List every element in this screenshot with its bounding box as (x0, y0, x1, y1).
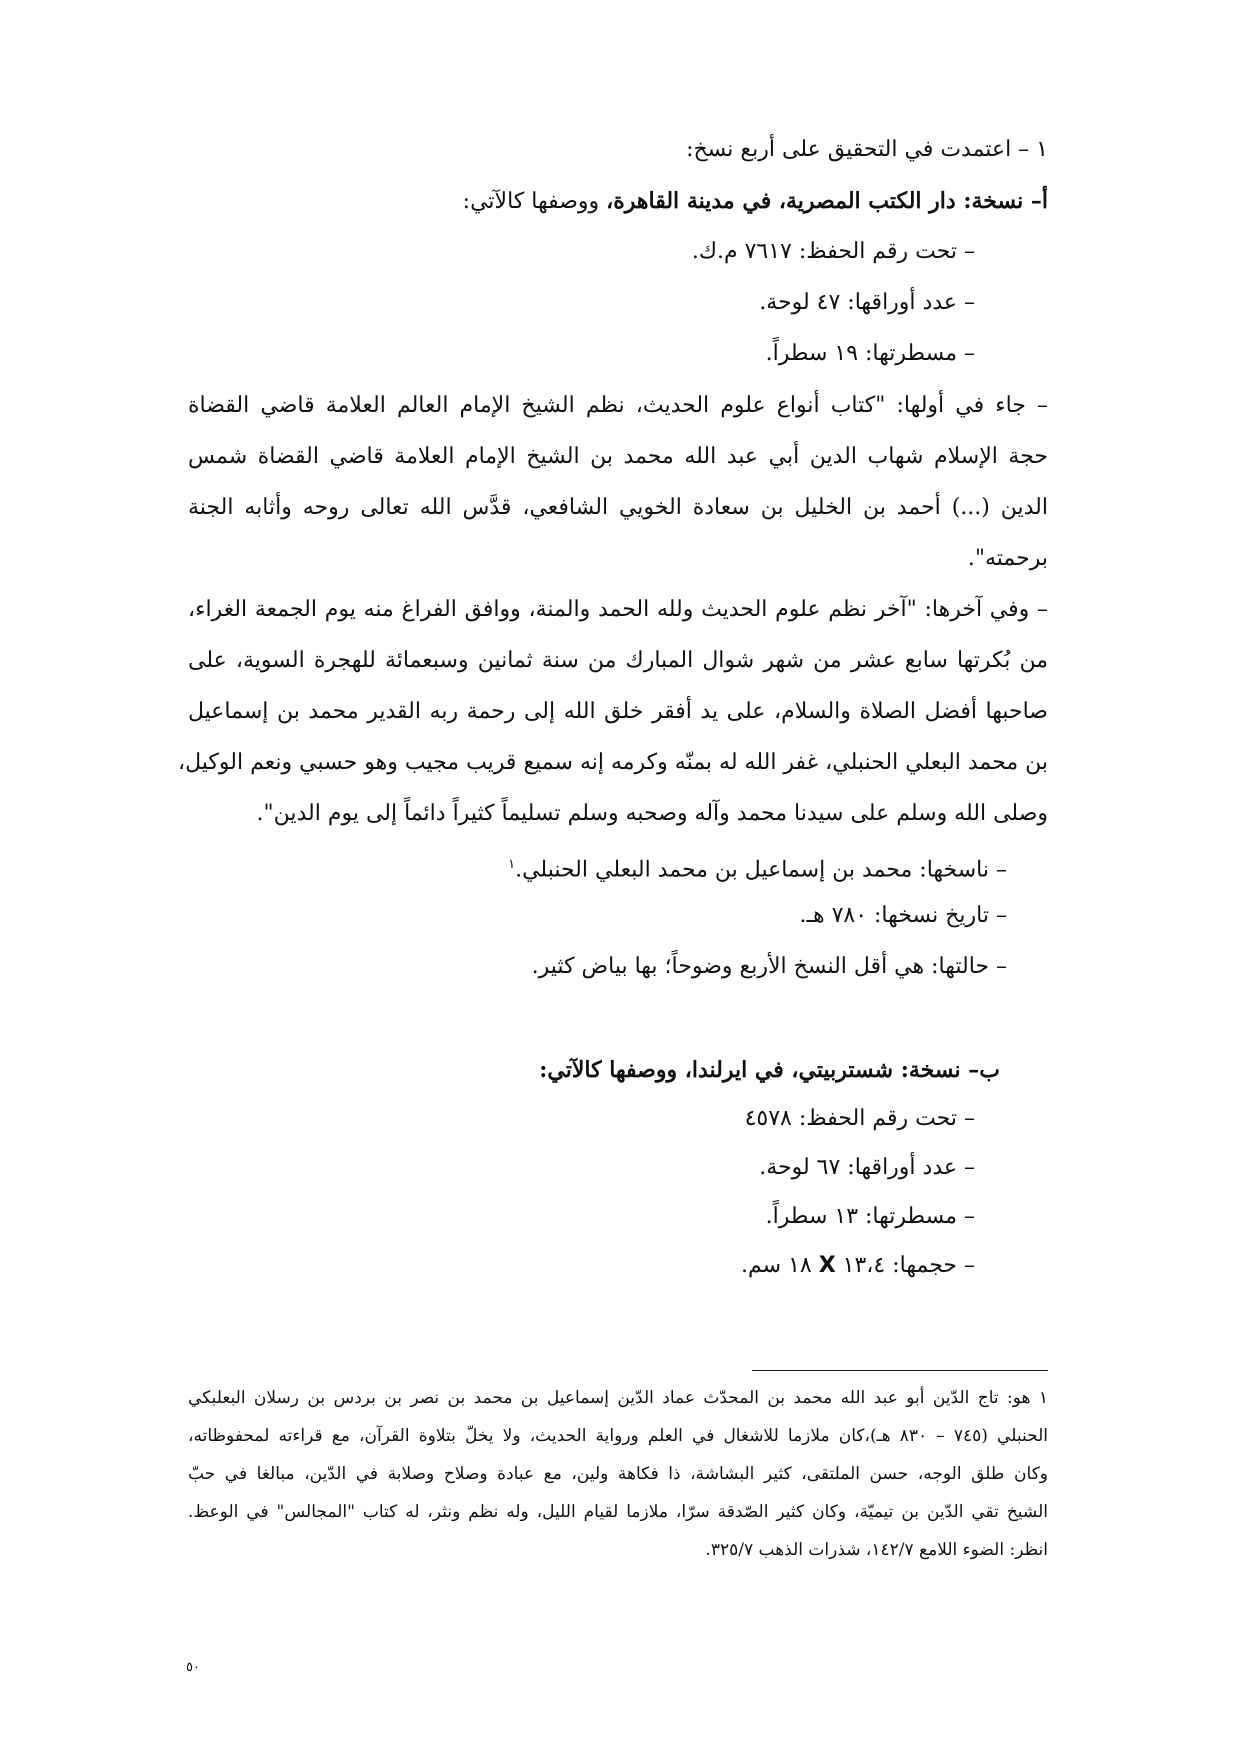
copy-b-shelfmark: – تحت رقم الحفظ: ٤٥٧٨ (744, 1106, 975, 1131)
copy-a-incipit-line: برحمته". (967, 546, 1048, 571)
copy-b-size-prefix: – حجمها: ١٣،٤ (835, 1253, 975, 1278)
copy-a-colophon-line: من بُكرتها سابع عشر من شهر شوال المبارك من سنة ثمانين وسبعمائة للهجرة السوية، على (188, 648, 1048, 673)
copy-a-colophon-line: وصلى الله وسلم على سيدنا محمد وآله وصحبه وسلم تسليماً كثيراً دائماً إلى يوم الدين". (256, 801, 1048, 826)
copy-b-folios: – عدد أوراقها: ٦٧ لوحة. (759, 1155, 975, 1180)
page-number: ٥٠ (186, 1660, 200, 1675)
copy-a-date: – تاريخ نسخها: ٧٨٠ هـ. (799, 903, 1007, 928)
copy-b-heading: ب– نسخة: شستربيتي، في ايرلندا، ووصفها كالآتي: (539, 1057, 1000, 1083)
copy-a-copyist-text: – ناسخها: محمد بن إسماعيل بن محمد البعلي الحنبلي. (515, 857, 1007, 883)
footnote-line: الشيخ تقي الدّين بن تيميّة، وكان كثير الصّدقة سرّا، ملازما لقيام الليل، وله نظم ونثر، له كتاب "المجالس" في الوعظ. (188, 1502, 1048, 1522)
footnote-reference[interactable]: ١ (508, 857, 516, 872)
copy-a-colophon-line: صاحبها أفضل الصلاة والسلام، على يد أفقر خلق الله إلى رحمة ربه القدير محمد بن إسماعيل (188, 699, 1048, 724)
copy-a-copyist (508, 849, 1007, 886)
copy-a-folios: – عدد أوراقها: ٤٧ لوحة. (759, 290, 975, 315)
copy-b-size (741, 1250, 975, 1282)
copy-a-condition: – حالتها: هي أقل النسخ الأربع وضوحاً؛ بها بياض كثير. (531, 954, 1007, 979)
copy-a-incipit-line: حجة الإسلام شهاب الدين أبي عبد الله محمد بن الشيخ الإمام العلامة قاضي القضاة شمس (188, 444, 1048, 469)
copy-b-size-suffix: ١٨ سم. (741, 1253, 819, 1278)
footnote-line: وكان طلق الوجه، حسن الملتقى، كثير البشاشة، ذا فكاهة ولين، مع عبادة وصلاح وصلابة في الدّين، مبالغا في حبّ (188, 1464, 1048, 1484)
footnote-line: انظر: الضوء اللامع ١٤٢/٧، شذرات الذهب ٣٢٥/٧. (705, 1540, 1048, 1560)
copy-a-heading-bold: أ– نسخة: دار الكتب المصرية، في مدينة القاهرة، (606, 188, 1048, 214)
copy-b-lines-per-page: – مسطرتها: ١٣ سطراً. (765, 1204, 975, 1229)
copy-a-colophon-line: بن محمد البعلي الحنبلي، غفر الله له بمنّه وكرمه إنه سميع قريب مجيب وهو حسبي ونعم الوكيل، (178, 750, 1048, 775)
intro-line: ١ – اعتمدت في التحقيق على أربع نسخ: (686, 137, 1048, 162)
copy-a-incipit-line: الدين (...) أحمد بن الخليل بن سعادة الخويي الشافعي، قدَّس الله تعالى روحه وأثابه الجنة (188, 495, 1048, 520)
copy-a-incipit-line: – جاء في أولها: "كتاب أنواع علوم الحديث، نظم الشيخ الإمام العالم العلامة قاضي القضاة (188, 393, 1048, 418)
copy-a-lines-per-page: – مسطرتها: ١٩ سطراً. (765, 341, 975, 366)
footnote-line: ١ هو: تاج الدّين أبو عبد الله محمد بن المحدّث عماد الدّين إسماعيل بن محمد بن نصر بن بردس بن رسلان البعلبكي (188, 1388, 1048, 1408)
copy-a-colophon-line: – وفي آخرها: "آخر نظم علوم الحديث ولله الحمد والمنة، ووافق الفراغ منه يوم الجمعة الغراء، (188, 597, 1048, 622)
copy-a-heading (463, 185, 1048, 218)
footnote-separator (752, 1370, 1048, 1371)
copy-a-shelfmark: – تحت رقم الحفظ: ٧٦١٧ م.ك. (691, 239, 975, 264)
footnote-line: الحنبلي (٧٤٥ – ٨٣٠ هـ)،كان ملازما للاشغال في العلم ورواية الحديث، ولا يخلّ بتلاوة القرآن، مع قراءته لمحفوظاته، (188, 1426, 1048, 1446)
copy-b-size-multiply: X (818, 1253, 836, 1278)
copy-a-heading-rest: ووصفها كالآتي: (462, 189, 607, 214)
